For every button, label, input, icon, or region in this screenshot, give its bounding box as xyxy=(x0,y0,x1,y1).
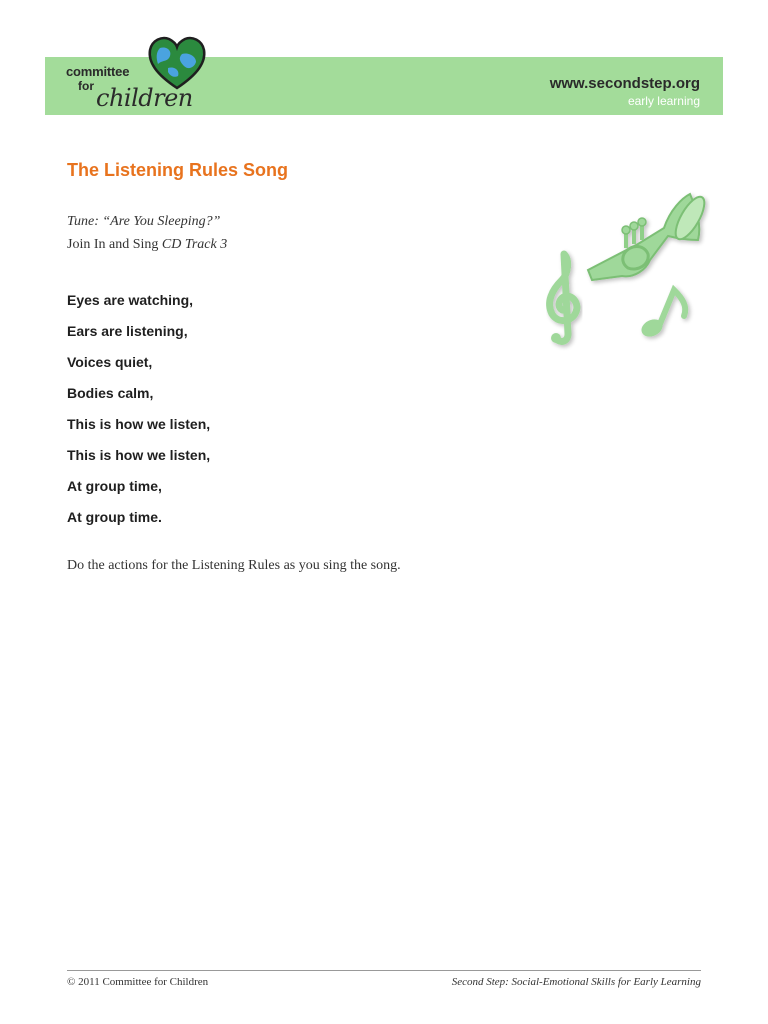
footer-series-title: Second Step: Social-Emotional Skills for Early Learning xyxy=(451,976,701,988)
footer-copyright: © 2011 Committee for Children xyxy=(67,976,209,988)
lyric-line: Eyes are watching, xyxy=(67,292,194,308)
lyric-line: At group time, xyxy=(67,478,162,494)
lyric-line: This is how we listen, xyxy=(67,447,211,463)
lyrics-list xyxy=(67,290,210,538)
music-note-icon xyxy=(639,290,686,340)
lyric-line: This is how we listen, xyxy=(67,416,211,432)
page-title: The Listening Rules Song xyxy=(67,160,289,180)
lyric-line: Ears are listening, xyxy=(67,323,188,339)
instruction-text: Do the actions for the Listening Rules as you sing the song. xyxy=(67,558,401,573)
logo-text-children: children xyxy=(96,84,193,112)
footer-divider xyxy=(67,970,701,971)
site-subtitle: early learning xyxy=(627,94,700,108)
site-url-link[interactable]: www.secondstep.org xyxy=(549,75,700,92)
lyric-line: Bodies calm, xyxy=(67,385,154,401)
source-line xyxy=(67,237,227,253)
source-track: CD Track 3 xyxy=(161,237,228,252)
logo-text-committee: committee xyxy=(66,64,130,79)
tune-line: Tune: “Are You Sleeping?” xyxy=(67,214,221,229)
treble-clef-icon xyxy=(550,254,577,343)
logo-text-for: for xyxy=(78,79,94,93)
source-prefix: Join In and Sing xyxy=(67,237,162,252)
lyric-line: Voices quiet, xyxy=(67,354,153,370)
committee-for-children-logo[interactable] xyxy=(66,34,216,114)
lyric-line: At group time. xyxy=(67,509,162,525)
trumpet-icon xyxy=(588,193,710,280)
music-illustration xyxy=(538,188,710,354)
